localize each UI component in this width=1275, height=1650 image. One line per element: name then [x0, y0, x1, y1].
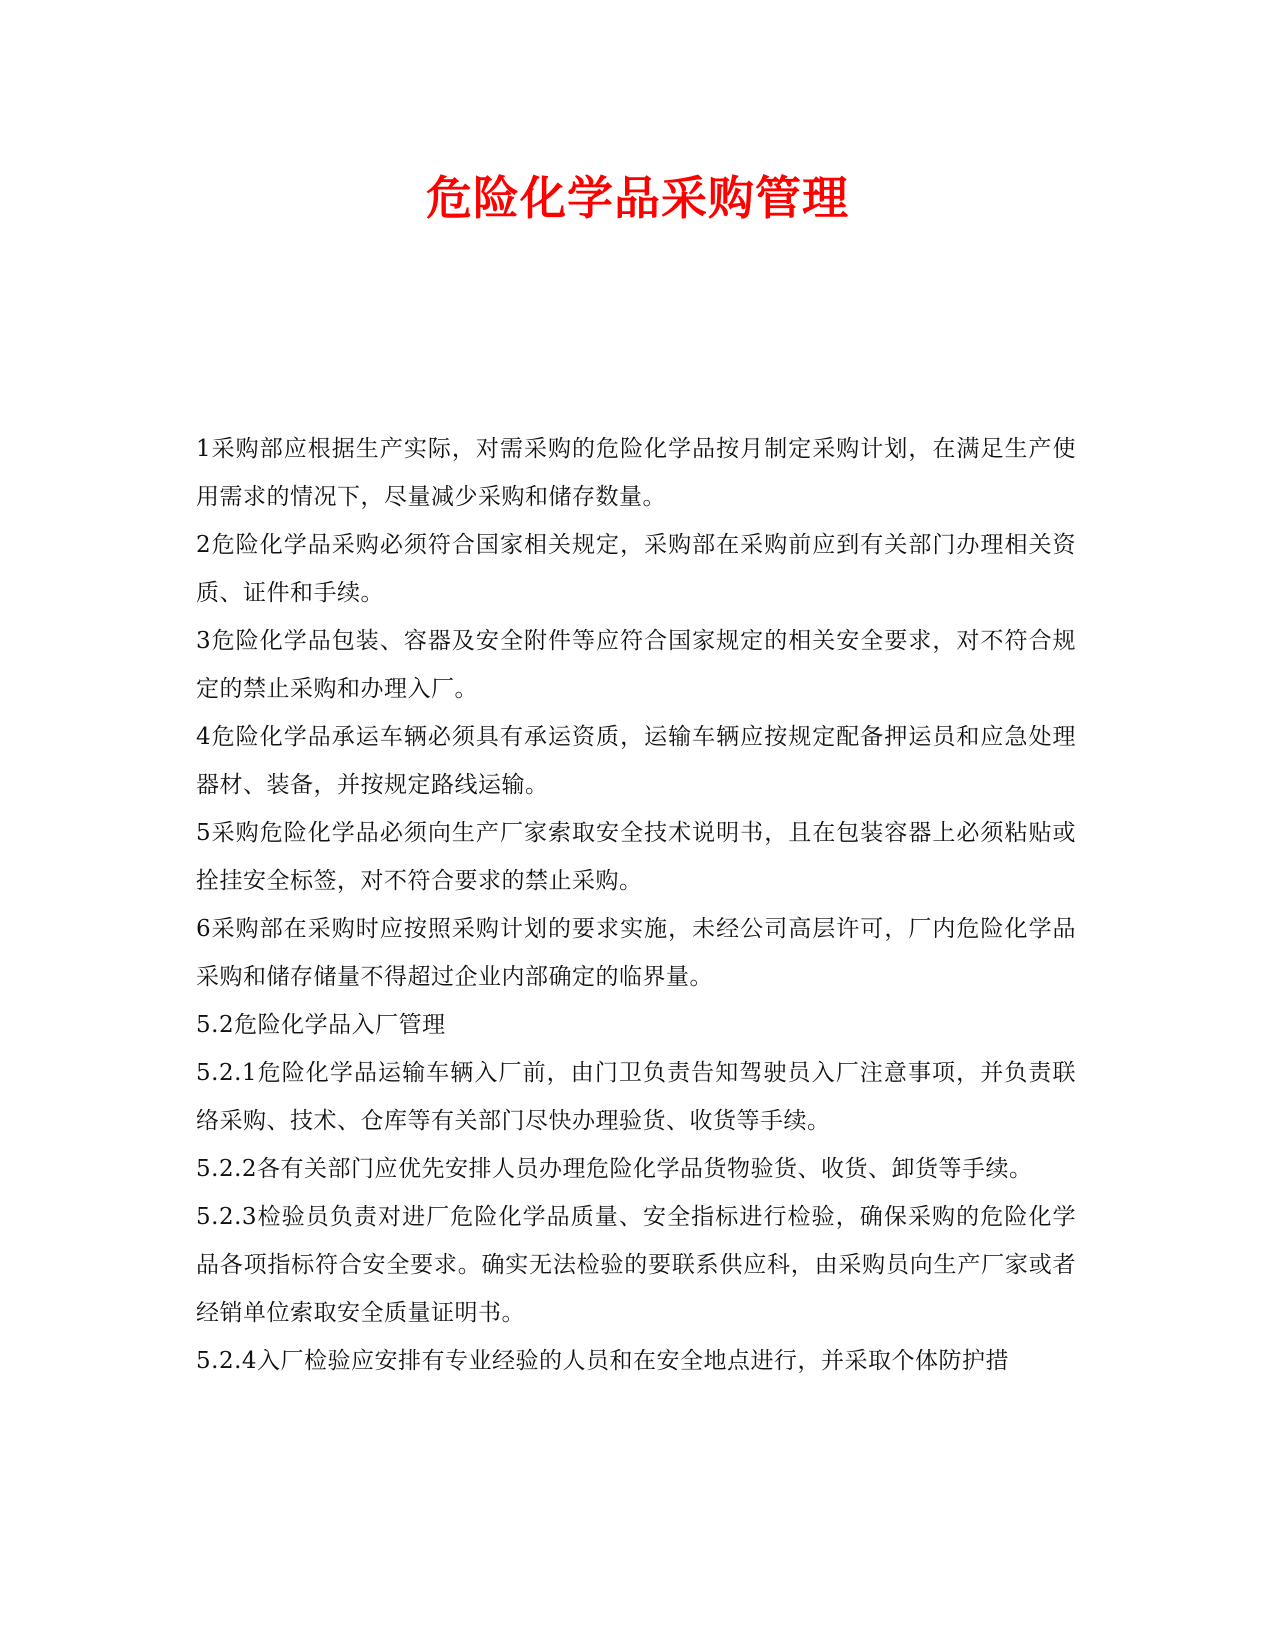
paragraph-5-2-1: 5.2.1危险化学品运输车辆入厂前，由门卫负责告知驾驶员入厂注意事项，并负责联络采购、技术、仓库等有关部门尽快办理验货、收货等手续。 — [196, 1060, 1076, 1134]
paragraph-4: 4危险化学品承运车辆必须具有承运资质，运输车辆应按规定配备押运员和应急处理器材、装备，并按规定路线运输。 — [196, 724, 1076, 798]
paragraph-5-2-3: 5.2.3检验员负责对进厂危险化学品质量、安全指标进行检验，确保采购的危险化学品各项指标符合安全要求。确实无法检验的要联系供应科，由采购员向生产厂家或者经销单位索取安全质量证明书。 — [196, 1204, 1076, 1326]
paragraph-5: 5采购危险化学品必须向生产厂家索取安全技术说明书，且在包装容器上必须粘贴或拴挂安全标签，对不符合要求的禁止采购。 — [196, 820, 1076, 894]
document-title: 危险化学品采购管理 — [426, 171, 849, 225]
paragraph-5-2-2: 5.2.2各有关部门应优先安排人员办理危险化学品货物验货、收货、卸货等手续。 — [196, 1156, 1033, 1182]
paragraph-3: 3危险化学品包装、容器及安全附件等应符合国家规定的相关安全要求，对不符合规定的禁止采购和办理入厂。 — [196, 628, 1076, 702]
document-body — [196, 425, 1076, 1385]
paragraph-1: 1采购部应根据生产实际，对需采购的危险化学品按月制定采购计划，在满足生产使用需求的情况下，尽量减少采购和储存数量。 — [196, 436, 1076, 510]
paragraph-6: 6采购部在采购时应按照采购计划的要求实施，未经公司高层许可，厂内危险化学品采购和储存储量不得超过企业内部确定的临界量。 — [196, 916, 1076, 990]
paragraph-2: 2危险化学品采购必须符合国家相关规定，采购部在采购前应到有关部门办理相关资质、证件和手续。 — [196, 532, 1076, 606]
paragraph-5-2-4: 5.2.4入厂检验应安排有专业经验的人员和在安全地点进行，并采取个体防护措 — [196, 1348, 1010, 1374]
section-heading-5-2: 5.2危险化学品入厂管理 — [196, 1012, 446, 1038]
